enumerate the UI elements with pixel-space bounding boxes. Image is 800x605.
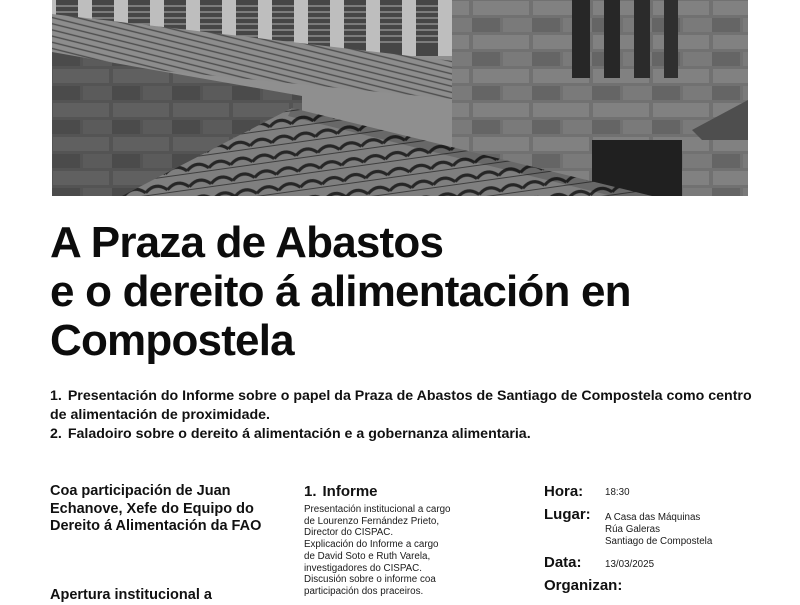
organizan-label: Organizan: [544, 577, 623, 594]
page-title [50, 218, 770, 365]
title-line-3: Compostela [50, 316, 294, 365]
title-line-2: e o dereito á alimentación en [50, 267, 631, 316]
agenda-point-number: 2. [50, 426, 62, 442]
lugar-value [605, 512, 712, 548]
section-title: Informe [322, 483, 378, 500]
section-heading [304, 483, 484, 501]
lugar-line: Santiago de Compostela [605, 536, 713, 547]
hora-value: 18:30 [605, 487, 630, 498]
description-line: Explicación do Informe a cargo [304, 539, 439, 551]
opening-text: Apertura institucional a [50, 587, 212, 603]
description-line: participación dos praceiros. [304, 585, 424, 597]
agenda-point-number: 1. [50, 388, 62, 404]
description-line: Director do CISPAC. [304, 527, 394, 539]
description-line: Discusión sobre o informe coa [304, 574, 436, 586]
data-label: Data: [544, 554, 582, 571]
description-line: de Lourenzo Fernández Prieto, [304, 515, 440, 527]
agenda-point [50, 387, 760, 425]
guest-text: Coa participación de Juan Echanove, Xefe do Equipo do Dereito á Alimentación da FAO [50, 483, 262, 534]
agenda-points [50, 387, 760, 444]
guest-column [50, 483, 270, 603]
header-photo [52, 0, 748, 196]
section-description [304, 504, 484, 598]
agenda-point [50, 425, 760, 444]
report-column [304, 483, 484, 598]
title-line-1: A Praza de Abastos [50, 218, 444, 267]
description-line: investigadores do CISPAC. [304, 562, 422, 574]
lugar-line: A Casa das Máquinas [605, 512, 701, 523]
description-line: Presentación institucional a cargo [304, 504, 451, 515]
section-number: 1. [304, 483, 317, 500]
data-value: 13/03/2025 [605, 559, 655, 570]
lugar-line: Rúa Galeras [605, 524, 660, 535]
agenda-point-text: Presentación do Informe sobre o papel da Praza de Abastos de Santiago de Compostela como centro de alimentación de proximidade. [50, 388, 752, 423]
description-line: de David Soto e Ruth Varela, [304, 550, 431, 562]
lugar-label: Lugar: [544, 506, 591, 523]
hora-label: Hora: [544, 483, 584, 500]
agenda-point-text: Faladoiro sobre o dereito á alimentación e a gobernanza alimentaria. [67, 426, 531, 442]
